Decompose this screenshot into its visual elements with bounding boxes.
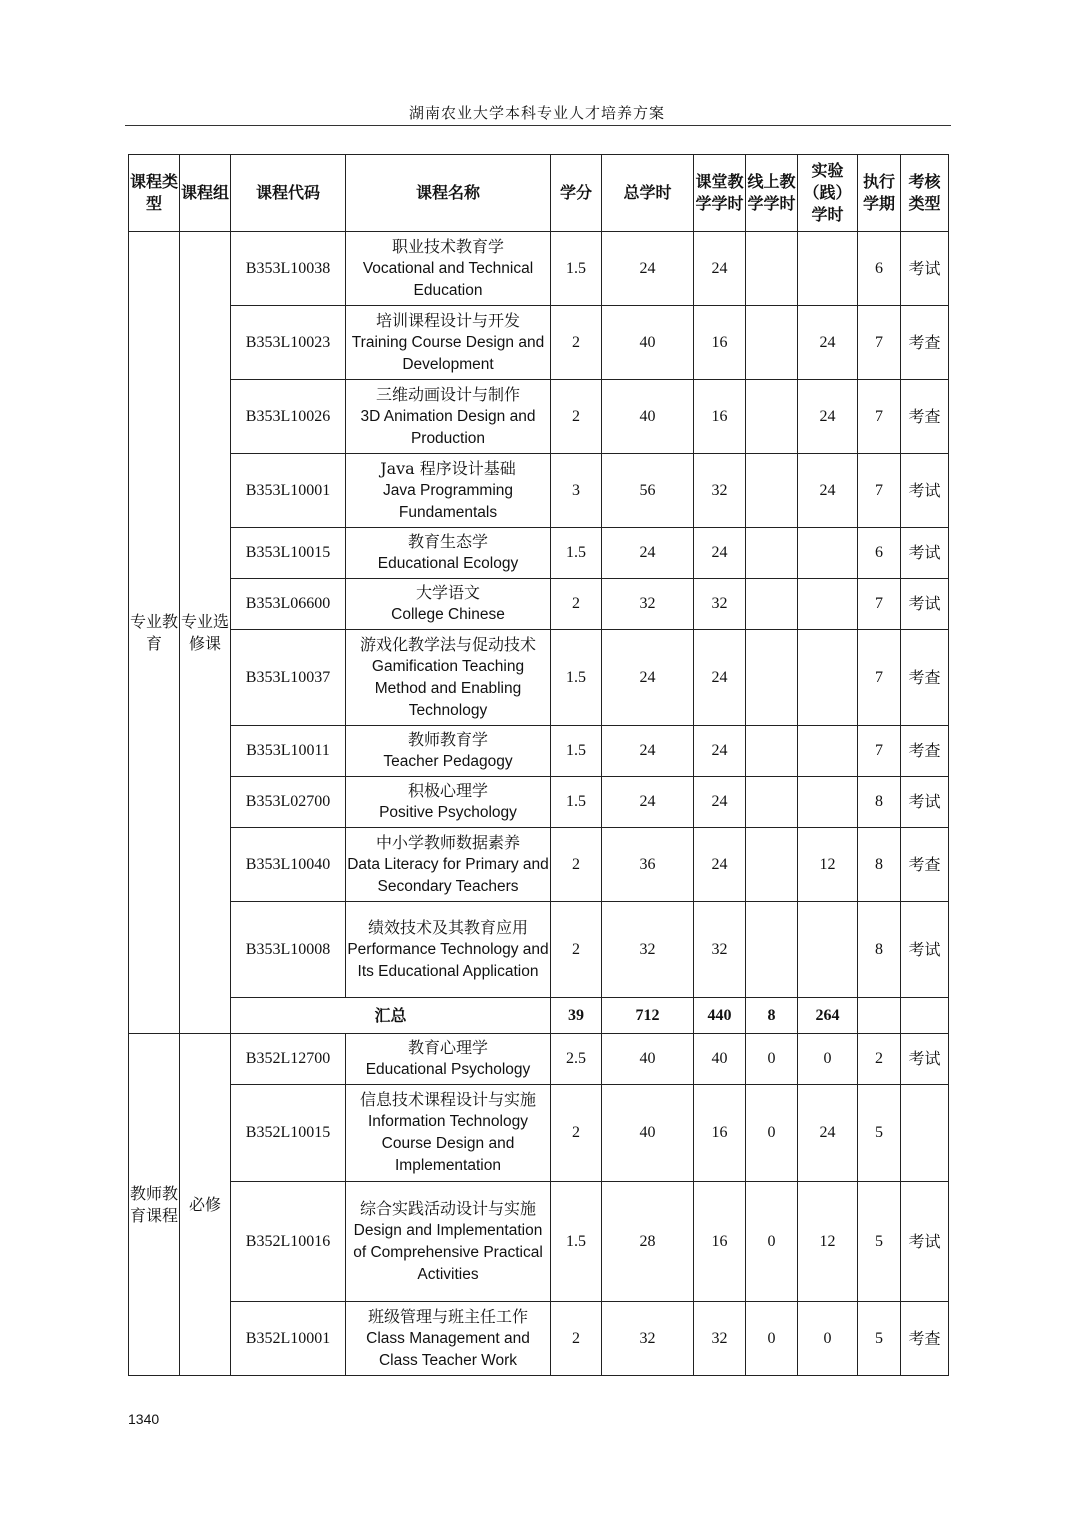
course-online-cell: 0 [746, 1302, 798, 1376]
page-header-title: 湖南农业大学本科专业人才培养方案 [408, 104, 665, 122]
course-name-chinese: 综合实践活动设计与实施 [359, 1198, 536, 1218]
course-term-cell: 8 [858, 902, 901, 998]
course-class-cell: 40 [694, 1034, 746, 1085]
course-lab-cell: 12 [798, 1182, 858, 1302]
course-exam-cell: 考试 [901, 528, 949, 579]
course-name-chinese: 培训课程设计与开发 [375, 310, 520, 330]
course-term-cell: 7 [858, 726, 901, 777]
course-code-cell: B352L12700 [231, 1034, 346, 1085]
course-name-english: College Chinese [391, 606, 505, 623]
course-class-cell: 16 [694, 1182, 746, 1302]
column-header: 课程名称 [346, 155, 551, 232]
course-total-cell: 24 [602, 232, 694, 306]
course-name-chinese: 职业技术教育学 [391, 236, 504, 256]
course-credits-cell: 1.5 [551, 726, 602, 777]
course-credits-cell: 2 [551, 579, 602, 630]
course-exam-cell: 考试 [901, 1034, 949, 1085]
course-term-cell: 5 [858, 1182, 901, 1302]
course-total-cell: 56 [602, 454, 694, 528]
course-code-cell: B353L06600 [231, 579, 346, 630]
course-name-cell [346, 1085, 551, 1182]
table-row [129, 454, 949, 528]
course-name-chinese: 教育心理学 [407, 1038, 488, 1057]
course-name-cell [346, 1182, 551, 1302]
course-name-cell [346, 1302, 551, 1376]
summary-term-cell [858, 998, 901, 1034]
course-exam-cell: 考查 [901, 630, 949, 726]
course-name-chinese: Java 程序设计基础 [380, 458, 516, 478]
course-class-cell: 32 [694, 902, 746, 998]
course-class-cell: 24 [694, 528, 746, 579]
course-class-cell: 24 [694, 726, 746, 777]
course-online-cell [746, 579, 798, 630]
course-lab-cell: 12 [798, 828, 858, 902]
course-online-cell [746, 232, 798, 306]
table-row [129, 306, 949, 380]
column-header: 学分 [551, 155, 602, 232]
course-total-cell: 24 [602, 726, 694, 777]
course-term-cell: 7 [858, 306, 901, 380]
column-header: 线上教学学时 [746, 155, 798, 232]
course-online-cell [746, 454, 798, 528]
course-online-cell [746, 630, 798, 726]
course-online-cell [746, 828, 798, 902]
column-header: 课程组 [180, 155, 231, 232]
course-name-english: Data Literacy for Primary and Secondary Teachers [347, 855, 549, 895]
column-header: 实验（践）学时 [798, 155, 858, 232]
course-term-cell: 7 [858, 579, 901, 630]
table-row [129, 777, 949, 828]
course-group-cell: 必修 [180, 1034, 231, 1376]
course-exam-cell: 考查 [901, 726, 949, 777]
course-name-english: Training Course Design and Development [351, 333, 545, 373]
course-exam-cell [901, 1085, 949, 1182]
course-total-cell: 24 [602, 777, 694, 828]
table-header-row [129, 155, 949, 232]
course-name-cell [346, 828, 551, 902]
table-row [129, 1182, 949, 1302]
course-name-chinese: 三维动画设计与制作 [375, 384, 520, 404]
course-lab-cell [798, 777, 858, 828]
course-name-cell [346, 1034, 551, 1085]
course-name-chinese: 班级管理与班主任工作 [367, 1306, 528, 1326]
course-lab-cell: 0 [798, 1034, 858, 1085]
course-credits-cell: 1.5 [551, 777, 602, 828]
course-total-cell: 24 [602, 630, 694, 726]
table-row [129, 1034, 949, 1085]
course-term-cell: 7 [858, 630, 901, 726]
summary-class-cell: 440 [694, 998, 746, 1034]
course-exam-cell: 考试 [901, 232, 949, 306]
course-credits-cell: 2 [551, 1085, 602, 1182]
course-name-english: Information Technology Course Design and Implementation [368, 1113, 528, 1174]
course-class-cell: 16 [694, 1085, 746, 1182]
course-lab-cell: 24 [798, 306, 858, 380]
summary-total-cell: 712 [602, 998, 694, 1034]
course-credits-cell: 1.5 [551, 630, 602, 726]
course-credits-cell: 1.5 [551, 1182, 602, 1302]
course-code-cell: B353L10037 [231, 630, 346, 726]
course-exam-cell: 考试 [901, 777, 949, 828]
course-name-cell [346, 306, 551, 380]
course-code-cell: B353L10023 [231, 306, 346, 380]
course-name-chinese: 绩效技术及其教育应用 [367, 917, 528, 937]
course-name-english: Gamification Teaching Method and Enabling Technology [371, 657, 525, 719]
course-code-cell: B353L10026 [231, 380, 346, 454]
course-total-cell: 24 [602, 528, 694, 579]
course-total-cell: 28 [602, 1182, 694, 1302]
course-name-cell [346, 579, 551, 630]
course-name-cell [346, 630, 551, 726]
course-name-cell [346, 454, 551, 528]
course-class-cell: 24 [694, 232, 746, 306]
course-plan-table [128, 154, 949, 1376]
column-header: 课堂教学学时 [694, 155, 746, 232]
course-total-cell: 32 [602, 902, 694, 998]
course-online-cell [746, 380, 798, 454]
course-name-english: Design and Implementation of Comprehensive Practical Activities [353, 1221, 543, 1283]
course-total-cell: 32 [602, 579, 694, 630]
course-lab-cell: 24 [798, 380, 858, 454]
course-term-cell: 5 [858, 1085, 901, 1182]
course-credits-cell: 2 [551, 380, 602, 454]
course-credits-cell: 2.5 [551, 1034, 602, 1085]
course-class-cell: 24 [694, 777, 746, 828]
summary-label-cell: 汇总 [231, 998, 551, 1034]
course-lab-cell [798, 630, 858, 726]
course-class-cell: 24 [694, 630, 746, 726]
course-name-english: Educational Psychology [365, 1061, 531, 1078]
course-name-cell [346, 232, 551, 306]
table-row [129, 902, 949, 998]
course-code-cell: B353L10015 [231, 528, 346, 579]
course-name-english: Vocational and Technical Education [362, 259, 534, 299]
table-row [129, 579, 949, 630]
summary-row [129, 998, 949, 1034]
table-row [129, 1085, 949, 1182]
course-class-cell: 16 [694, 306, 746, 380]
course-total-cell: 32 [602, 1302, 694, 1376]
course-name-english: Educational Ecology [377, 555, 519, 572]
course-online-cell [746, 902, 798, 998]
course-name-english: 3D Animation Design and Production [360, 407, 536, 447]
course-name-english: Teacher Pedagogy [383, 753, 513, 770]
course-lab-cell: 24 [798, 1085, 858, 1182]
table-row [129, 630, 949, 726]
summary-credits-cell: 39 [551, 998, 602, 1034]
course-online-cell [746, 528, 798, 579]
course-online-cell [746, 777, 798, 828]
course-exam-cell: 考查 [901, 380, 949, 454]
course-name-cell [346, 528, 551, 579]
course-lab-cell [798, 902, 858, 998]
course-class-cell: 32 [694, 579, 746, 630]
course-type-cell: 教师教育课程 [129, 1034, 180, 1376]
column-header: 执行学期 [858, 155, 901, 232]
course-total-cell: 40 [602, 1034, 694, 1085]
course-exam-cell: 考查 [901, 1302, 949, 1376]
course-code-cell: B353L10008 [231, 902, 346, 998]
course-class-cell: 32 [694, 1302, 746, 1376]
course-term-cell: 5 [858, 1302, 901, 1376]
course-name-chinese: 教育生态学 [407, 532, 488, 551]
course-online-cell [746, 306, 798, 380]
course-term-cell: 7 [858, 454, 901, 528]
course-term-cell: 6 [858, 528, 901, 579]
course-exam-cell: 考查 [901, 828, 949, 902]
course-name-chinese: 游戏化教学法与促动技术 [359, 634, 536, 654]
course-lab-cell [798, 579, 858, 630]
course-credits-cell: 2 [551, 1302, 602, 1376]
course-class-cell: 24 [694, 828, 746, 902]
course-exam-cell: 考试 [901, 902, 949, 998]
course-name-cell [346, 726, 551, 777]
table-row [129, 1302, 949, 1376]
course-credits-cell: 2 [551, 306, 602, 380]
course-credits-cell: 2 [551, 828, 602, 902]
course-name-chinese: 中小学教师数据素养 [375, 832, 520, 852]
summary-exam-cell [901, 998, 949, 1034]
course-total-cell: 40 [602, 380, 694, 454]
table-row [129, 528, 949, 579]
course-code-cell: B352L10001 [231, 1302, 346, 1376]
course-credits-cell: 1.5 [551, 528, 602, 579]
table-row [129, 232, 949, 306]
course-online-cell: 0 [746, 1034, 798, 1085]
course-class-cell: 32 [694, 454, 746, 528]
course-code-cell: B352L10016 [231, 1182, 346, 1302]
course-name-chinese: 大学语文 [415, 583, 480, 602]
course-code-cell: B353L10011 [231, 726, 346, 777]
course-group-cell: 专业选修课 [180, 232, 231, 1034]
course-lab-cell: 24 [798, 454, 858, 528]
course-term-cell: 2 [858, 1034, 901, 1085]
course-name-english: Performance Technology and Its Educational Application [347, 940, 549, 980]
course-term-cell: 7 [858, 380, 901, 454]
course-lab-cell [798, 232, 858, 306]
course-online-cell: 0 [746, 1085, 798, 1182]
course-total-cell: 40 [602, 306, 694, 380]
summary-online-cell: 8 [746, 998, 798, 1034]
column-header: 总学时 [602, 155, 694, 232]
course-total-cell: 40 [602, 1085, 694, 1182]
column-header: 考核类型 [901, 155, 949, 232]
course-credits-cell: 3 [551, 454, 602, 528]
course-term-cell: 8 [858, 828, 901, 902]
course-credits-cell: 2 [551, 902, 602, 998]
column-header: 课程类型 [129, 155, 180, 232]
course-term-cell: 8 [858, 777, 901, 828]
course-exam-cell: 考试 [901, 1182, 949, 1302]
course-name-chinese: 信息技术课程设计与实施 [359, 1090, 536, 1109]
table-row [129, 380, 949, 454]
course-exam-cell: 考查 [901, 306, 949, 380]
course-exam-cell: 考试 [901, 454, 949, 528]
course-code-cell: B353L02700 [231, 777, 346, 828]
course-name-cell [346, 777, 551, 828]
course-name-english: Java Programming Fundamentals [382, 481, 514, 521]
course-exam-cell: 考试 [901, 579, 949, 630]
course-credits-cell: 1.5 [551, 232, 602, 306]
course-name-chinese: 教师教育学 [407, 730, 488, 749]
course-name-cell [346, 902, 551, 998]
course-total-cell: 36 [602, 828, 694, 902]
table-row [129, 726, 949, 777]
course-code-cell: B353L10040 [231, 828, 346, 902]
course-term-cell: 6 [858, 232, 901, 306]
course-code-cell: B353L10001 [231, 454, 346, 528]
table-row [129, 828, 949, 902]
course-online-cell [746, 726, 798, 777]
course-type-cell: 专业教育 [129, 232, 180, 1034]
header-rule [125, 125, 951, 126]
course-lab-cell [798, 726, 858, 777]
course-name-cell [346, 380, 551, 454]
course-code-cell: B353L10038 [231, 232, 346, 306]
course-lab-cell [798, 528, 858, 579]
course-name-english: Positive Psychology [379, 804, 517, 821]
course-online-cell: 0 [746, 1182, 798, 1302]
course-class-cell: 16 [694, 380, 746, 454]
course-code-cell: B352L10015 [231, 1085, 346, 1182]
page-number: 1340 [128, 1411, 160, 1427]
summary-lab-cell: 264 [798, 998, 858, 1034]
course-name-english: Class Management and Class Teacher Work [366, 1329, 530, 1369]
column-header: 课程代码 [231, 155, 346, 232]
course-lab-cell: 0 [798, 1302, 858, 1376]
table-body [129, 232, 949, 1376]
course-name-chinese: 积极心理学 [407, 781, 488, 800]
